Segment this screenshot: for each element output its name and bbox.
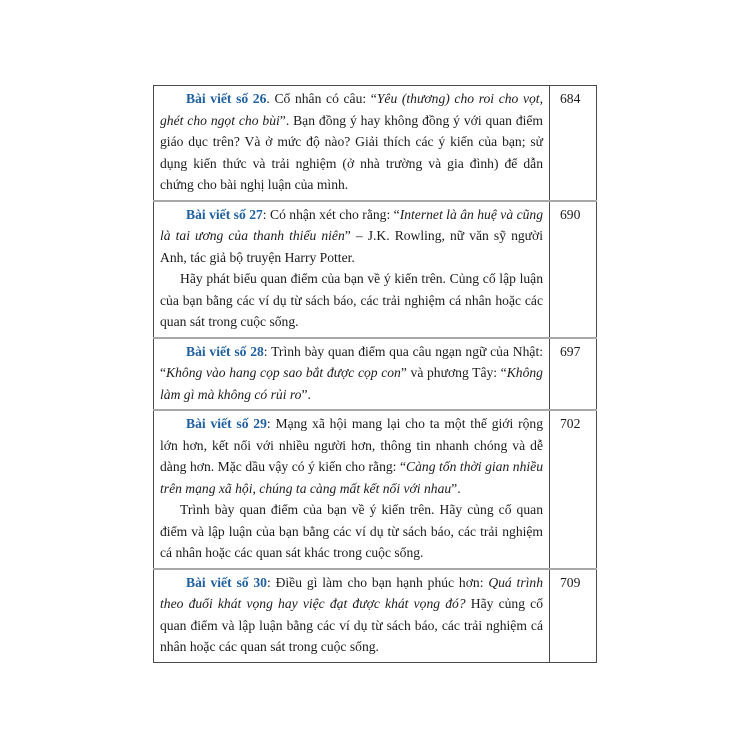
page-number[interactable]: 690 bbox=[550, 201, 597, 338]
quoted-text: Yêu (thương) cho roi cho vọt, ghét cho ngọt cho bùi bbox=[160, 91, 543, 128]
body-text: ” và phương Tây: “ bbox=[400, 365, 507, 380]
entry-text-cell bbox=[154, 338, 550, 411]
page-number[interactable]: 709 bbox=[550, 569, 597, 663]
table-row bbox=[154, 410, 597, 569]
page-number[interactable]: 702 bbox=[550, 410, 597, 569]
entry-prompt bbox=[160, 413, 543, 499]
entry-label[interactable]: Bài viết số 29 bbox=[186, 416, 267, 431]
body-text: ” – J.K. Rowling, nữ văn sỹ người Anh, tác giả bộ truyện Harry Potter. bbox=[160, 228, 543, 265]
quoted-text: Không vào hang cọp sao bắt được cọp con bbox=[166, 365, 401, 380]
body-text: : Mạng xã hội mang lại cho ta một thế giới rộng lớn hơn, kết nối với nhiều người hơn, thông tin nhanh chóng và dễ dàng hơn. Mặc dầu vậy có ý kiến cho rằng: “ bbox=[160, 416, 543, 474]
body-text: ”. bbox=[301, 386, 311, 402]
entry-label[interactable]: Bài viết số 26 bbox=[186, 91, 267, 106]
quoted-text: Càng tốn thời gian nhiều trên mạng xã hội, chúng ta càng mất kết nối với nhau bbox=[160, 459, 543, 496]
entry-text-cell bbox=[154, 86, 550, 201]
entry-text-cell bbox=[154, 410, 550, 569]
entry-label[interactable]: Bài viết số 30 bbox=[186, 574, 267, 590]
entry-label[interactable]: Bài viết số 27 bbox=[186, 206, 263, 222]
toc-body bbox=[154, 86, 597, 663]
body-text: : Có nhận xét cho rằng: “ bbox=[262, 206, 400, 222]
entry-text-cell bbox=[154, 201, 550, 338]
table-row bbox=[154, 86, 597, 201]
quoted-text: Quá trình theo đuổi khát vọng hay việc đạt được khát vọng đó? bbox=[160, 574, 543, 611]
table-row bbox=[154, 569, 597, 663]
table-of-contents bbox=[153, 85, 597, 663]
entry-prompt bbox=[160, 88, 543, 196]
body-text: : Trình bày quan điểm qua câu ngạn ngữ của Nhật: “ bbox=[160, 343, 543, 380]
page-number[interactable]: 684 bbox=[550, 86, 597, 201]
table-row bbox=[154, 201, 597, 338]
table-row bbox=[154, 338, 597, 411]
body-text: Trình bày quan điểm của bạn về ý kiến trên. Hãy củng cố quan điểm và lập luận của bạn bằng các ví dụ từ sách báo, các trải nghiệm cá nhân hoặc các quan sát khác trong cuộc sống. bbox=[160, 502, 543, 560]
body-text: : Điều gì làm cho bạn hạnh phúc hơn: bbox=[266, 574, 489, 590]
entry-prompt bbox=[160, 204, 543, 269]
body-text: . Cổ nhân có câu: “ bbox=[266, 91, 377, 106]
body-text: Hãy củng cố quan điểm và lập luận bằng các ví dụ từ sách báo, các trải nghiệm cá nhân hoặc các quan sát trong cuộc sống. bbox=[160, 596, 543, 654]
entry-instruction bbox=[160, 499, 543, 564]
entry-instruction bbox=[160, 268, 543, 333]
body-text: Hãy phát biểu quan điểm của bạn về ý kiến trên. Củng cố lập luận của bạn bằng các ví dụ từ sách báo, các trải nghiệm cá nhân hoặc các quan sát trong cuộc sống. bbox=[160, 271, 543, 329]
quoted-text: Internet là ân huệ và cũng là tai ương của thanh thiếu niên bbox=[160, 206, 543, 243]
body-text: ”. Bạn đồng ý hay không đồng ý với quan điểm giáo dục trên? Và ở mức độ nào? Giải thích các ý kiến của bạn; sử dụng kiến thức và trải nghiệm (ở nhà trường và gia đình) để dẫn chứng cho bài nghị luận của mình. bbox=[160, 112, 543, 192]
entry-prompt bbox=[160, 572, 543, 658]
entry-prompt bbox=[160, 341, 543, 406]
entry-text-cell bbox=[154, 569, 550, 663]
quoted-text: Không làm gì mà không có rủi ro bbox=[160, 365, 543, 402]
entry-label[interactable]: Bài viết số 28 bbox=[186, 343, 264, 359]
body-text: ”. bbox=[451, 480, 461, 496]
page-number[interactable]: 697 bbox=[550, 338, 597, 411]
